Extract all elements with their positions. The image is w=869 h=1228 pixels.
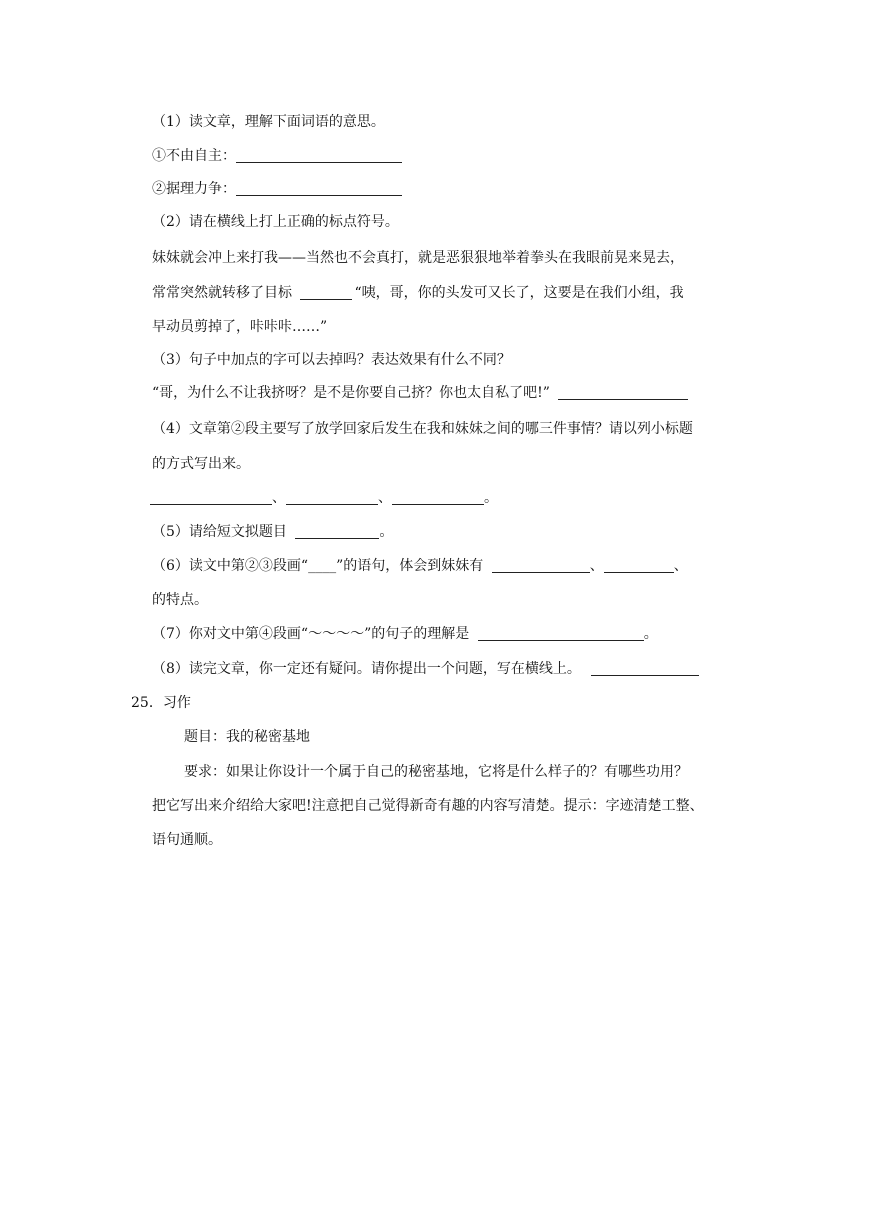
q6-line-2: 的特点。 xyxy=(152,592,208,608)
q4-answer-line xyxy=(150,488,498,508)
q3-title: （3）句子中加点的字可以去掉吗？表达效果有什么不同？ xyxy=(152,352,511,368)
separator: 、 xyxy=(589,558,604,574)
q1-item-1-label: ①不由自主： xyxy=(152,148,236,164)
q3-quote-line xyxy=(152,383,688,403)
q6-text: （6）读文中第②③段画“____”的语句，体会到妹妹有 xyxy=(152,558,484,574)
q4-title-line-2: 的方式写出来。 xyxy=(152,456,250,472)
q2-line2-start: 常常突然就转移了目标 xyxy=(152,285,292,301)
q1-item-1 xyxy=(152,146,402,166)
answer-blank[interactable] xyxy=(236,181,402,196)
answer-blank[interactable] xyxy=(150,490,272,505)
q6-line xyxy=(152,556,688,576)
period: 。 xyxy=(484,490,498,506)
separator: 、 xyxy=(673,558,688,574)
q1-item-2 xyxy=(152,179,402,199)
q25-requirement-line-3: 语句通顺。 xyxy=(152,832,222,848)
q2-line2-end: “咦，哥，你的头发可又长了，这要是在我们小组，我 xyxy=(354,285,684,301)
q7-line xyxy=(152,624,658,644)
q25-heading: 25．习作 xyxy=(131,695,191,711)
q4-title-line-1: （4）文章第②段主要写了放学回家后发生在我和妹妹之间的哪三件事情？请以列小标题 xyxy=(152,421,693,437)
separator: 、 xyxy=(272,490,286,506)
separator: 、 xyxy=(378,490,392,506)
period: 。 xyxy=(379,524,394,540)
q2-passage-line-1: 妹妹就会冲上来打我——当然也不会真打，就是恶狠狠地举着拳头在我眼前晃来晃去， xyxy=(152,250,684,266)
answer-blank[interactable] xyxy=(286,490,378,505)
q25-requirement-line-1: 要求：如果让你设计一个属于自己的秘密基地，它将是什么样子的？有哪些功用？ xyxy=(184,764,688,780)
answer-blank[interactable] xyxy=(478,626,644,641)
q25-topic: 题目：我的秘密基地 xyxy=(184,729,310,745)
answer-blank[interactable] xyxy=(492,558,590,573)
q1-title: （1）读文章，理解下面词语的意思。 xyxy=(152,114,385,130)
q8-line xyxy=(152,659,699,679)
q5-text: （5）请给短文拟题目 xyxy=(152,524,287,540)
answer-blank[interactable] xyxy=(591,661,699,676)
period: 。 xyxy=(643,626,658,642)
answer-blank[interactable] xyxy=(604,558,674,573)
q3-quote: “哥，为什么不让我挤呀？是不是你要自己挤？你也太自私了吧!” xyxy=(152,385,550,401)
q5-line xyxy=(152,522,393,542)
punctuation-blank[interactable] xyxy=(300,285,352,300)
q2-title: （2）请在横线上打上正确的标点符号。 xyxy=(152,214,399,230)
q25-requirement-line-2: 把它写出来介绍给大家吧!注意把自己觉得新奇有趣的内容写清楚。提示：字迹清楚工整、 xyxy=(152,798,704,814)
q7-text: （7）你对文中第④段画“～～～～”的句子的理解是 xyxy=(152,626,470,642)
q2-passage-line-2 xyxy=(152,283,684,303)
answer-blank[interactable] xyxy=(295,524,379,539)
answer-blank[interactable] xyxy=(392,490,484,505)
q2-passage-line-3: 早动员剪掉了，咔咔咔……” xyxy=(152,319,328,335)
q8-text: （8）读完文章，你一定还有疑问。请你提出一个问题，写在横线上。 xyxy=(152,661,581,677)
q1-item-2-label: ②据理力争： xyxy=(152,181,236,197)
answer-blank[interactable] xyxy=(558,385,688,400)
answer-blank[interactable] xyxy=(236,148,402,163)
